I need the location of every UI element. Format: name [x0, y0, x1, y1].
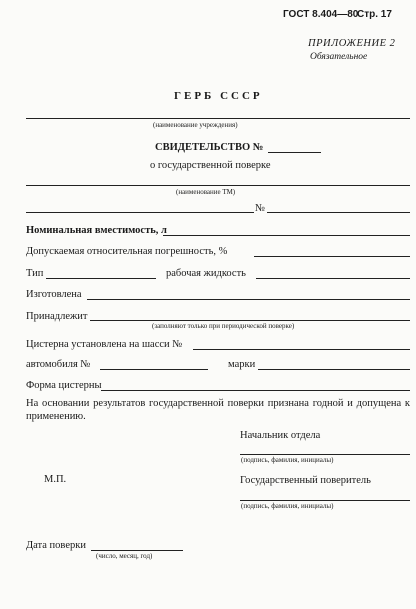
type-label: Тип — [26, 268, 44, 279]
working-liquid-line — [256, 278, 410, 279]
verification-date-line — [91, 550, 183, 551]
certificate-subtitle: о государственной поверке — [150, 160, 271, 171]
tm-extra-line — [26, 212, 254, 213]
date-caption: (число, месяц, год) — [96, 552, 153, 560]
brand-line — [258, 369, 410, 370]
tm-caption: (наименование ТМ) — [176, 188, 236, 196]
vehicle-line — [100, 369, 208, 370]
conclusion-text: На основании результатов государственной поверки признана годной и допущена к применению. — [26, 398, 410, 422]
tm-number-line — [267, 212, 410, 213]
certificate-number-line — [268, 152, 321, 153]
state-verifier-label: Государственный поверитель — [240, 475, 371, 486]
periodic-caption: (заполняют только при периодической поверке) — [152, 322, 295, 330]
signature-caption-head: (подпись, фамилия, инициалы) — [241, 456, 334, 464]
state-verifier-signature-line — [240, 500, 410, 501]
nominal-capacity-label: Номинальная вместимость, л — [26, 225, 167, 236]
permissible-error-line — [254, 256, 410, 257]
certificate-title: СВИДЕТЕЛЬСТВО № — [155, 142, 264, 153]
manufactured-label: Изготовлена — [26, 289, 82, 300]
tank-installed-line — [193, 349, 410, 350]
manufactured-line — [87, 299, 410, 300]
number-sign: № — [255, 203, 266, 214]
department-head-label: Начальник отдела — [240, 430, 321, 441]
signature-caption-verifier: (подпись, фамилия, инициалы) — [241, 502, 334, 510]
type-line — [46, 278, 156, 279]
institution-line — [26, 118, 410, 119]
nominal-capacity-line — [163, 235, 410, 236]
vehicle-label: автомобиля № — [26, 359, 91, 370]
verification-date-label: Дата поверки — [26, 540, 86, 551]
permissible-error-label: Допускаемая относительная погрешность, % — [26, 246, 228, 257]
working-liquid-label: рабочая жидкость — [166, 268, 246, 279]
institution-caption: (наименование учреждения) — [153, 121, 238, 129]
tank-shape-label: Форма цистерны — [26, 380, 102, 391]
mandatory-label: Обязательное — [310, 52, 368, 62]
belongs-line — [90, 320, 410, 321]
belongs-label: Принадлежит — [26, 311, 88, 322]
tank-installed-label: Цистерна установлена на шасси № — [26, 339, 183, 350]
appendix-label: ПРИЛОЖЕНИЕ 2 — [308, 38, 396, 49]
tank-shape-line — [101, 390, 410, 391]
department-head-signature-line — [240, 454, 410, 455]
tm-line — [26, 185, 410, 186]
brand-label: марки — [228, 359, 256, 370]
page-number: Стр. 17 — [357, 9, 392, 20]
emblem-title: ГЕРБ СССР — [174, 90, 263, 102]
stamp-label: М.П. — [44, 474, 67, 485]
standard-number: ГОСТ 8.404—80 — [283, 9, 359, 20]
